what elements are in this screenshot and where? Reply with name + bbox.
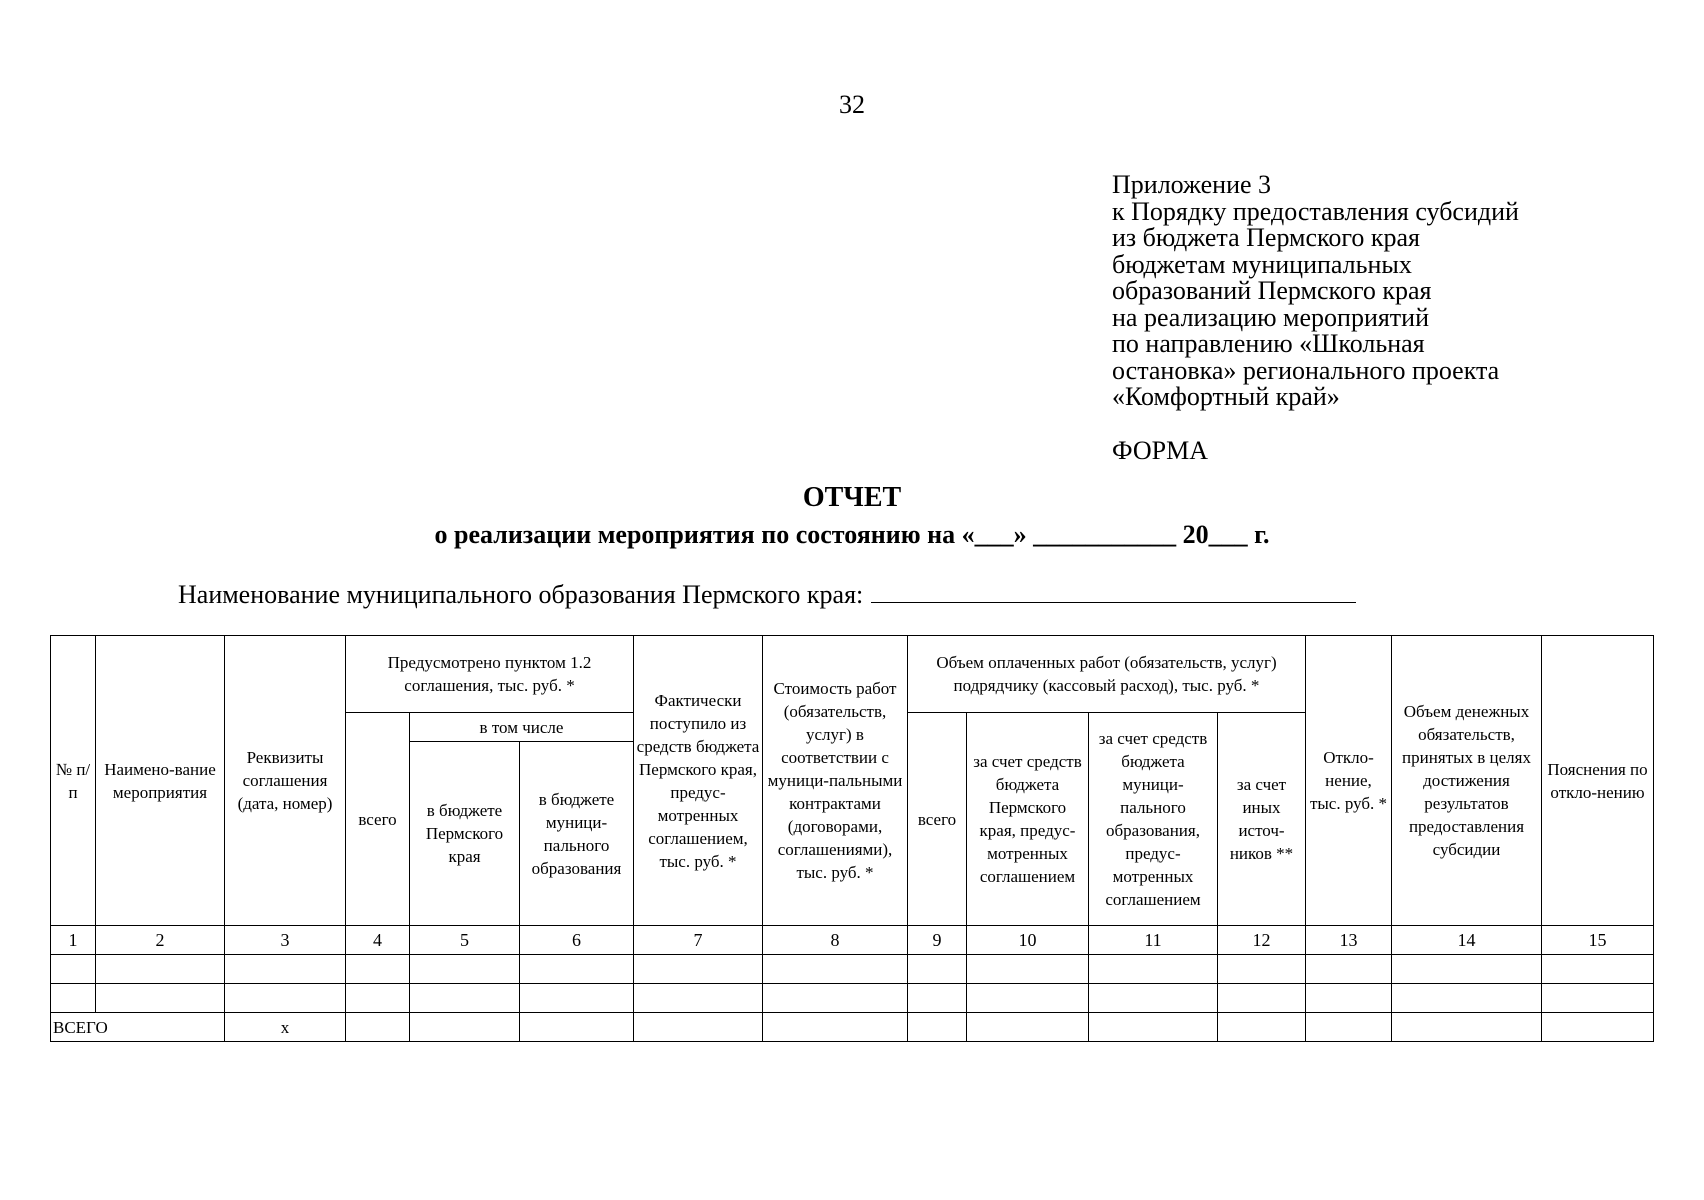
- column-number: 3: [225, 926, 346, 955]
- column-number: 6: [520, 926, 634, 955]
- report-title: ОТЧЕТ: [802, 482, 902, 513]
- page-number: 32: [839, 90, 865, 119]
- municipality-blank-line: [871, 580, 1356, 603]
- header-name: Наимено-вание мероприятия: [96, 636, 225, 926]
- header-provided-group: Предусмотрено пунктом 1.2 соглашения, тыс. руб. *: [346, 636, 634, 713]
- report-table: [50, 635, 1654, 1042]
- header-including: в том числе: [410, 713, 634, 742]
- column-number: 12: [1218, 926, 1306, 955]
- header-obligations: Объем денежных обязательств, принятых в целях достижения результатов предоставления субсидии: [1392, 636, 1542, 926]
- header-cost: Стоимость работ (обязательств, услуг) в соответствии с муници-пальными контрактами (договорами, соглашениями), тыс. руб. *: [763, 636, 908, 926]
- appendix-line: к Порядку предоставления субсидий: [1112, 196, 1519, 226]
- total-mark: х: [225, 1013, 346, 1042]
- header-explanations: Пояснения по откло-нению: [1542, 636, 1654, 926]
- column-number: 10: [967, 926, 1089, 955]
- header-mun-budget: в бюджете муници-пального образования: [520, 742, 634, 926]
- column-number: 2: [96, 926, 225, 955]
- municipality-field: [178, 580, 1356, 610]
- appendix-line: остановка» регионального проекта: [1112, 355, 1500, 385]
- column-number: 9: [908, 926, 967, 955]
- report-subtitle: о реализации мероприятия по состоянию на «___» ___________ 20___ г.: [434, 520, 1270, 549]
- column-number: 4: [346, 926, 410, 955]
- appendix-line: бюджетам муниципальных: [1112, 249, 1412, 279]
- column-number-row: [51, 926, 1654, 955]
- table-row: [51, 955, 1654, 984]
- appendix-line: Приложение 3: [1112, 170, 1272, 199]
- column-number: 14: [1392, 926, 1542, 955]
- municipality-label: Наименование муниципального образования Пермского края:: [178, 580, 864, 609]
- total-row: [51, 1013, 1654, 1042]
- total-label: ВСЕГО: [51, 1013, 225, 1042]
- header-perm-budget: в бюджете Пермского края: [410, 742, 520, 926]
- header-paid-perm: за счет средств бюджета Пермского края, предус-мотренных соглашением: [967, 713, 1089, 926]
- column-number: 7: [634, 926, 763, 955]
- form-label: ФОРМА: [1112, 436, 1208, 465]
- column-number: 1: [51, 926, 96, 955]
- header-paid-mun: за счет средств бюджета муници-пального образования, предус-мотренных соглашением: [1089, 713, 1218, 926]
- header-requisites: Реквизиты соглашения (дата, номер): [225, 636, 346, 926]
- appendix-line: по направлению «Школьная: [1112, 329, 1425, 358]
- table-row: [51, 984, 1654, 1013]
- column-number: 5: [410, 926, 520, 955]
- appendix-block: [1112, 172, 1672, 411]
- column-number: 8: [763, 926, 908, 955]
- header-deviation: Откло-нение, тыс. руб. *: [1306, 636, 1392, 926]
- column-number: 13: [1306, 926, 1392, 955]
- header-provided-total: всего: [346, 713, 410, 926]
- header-paid-group: Объем оплаченных работ (обязательств, услуг) подрядчику (кассовый расход), тыс. руб. *: [908, 636, 1306, 713]
- header-received: Фактически поступило из средств бюджета Пермского края, предус-мотренных соглашением, тыс. руб. *: [634, 636, 763, 926]
- column-number: 11: [1089, 926, 1218, 955]
- appendix-line: на реализацию мероприятий: [1112, 302, 1430, 332]
- header-paid-other: за счет иных источ-ников **: [1218, 713, 1306, 926]
- header-num: № п/п: [51, 636, 96, 926]
- appendix-line: «Комфортный край»: [1112, 382, 1340, 411]
- appendix-line: образований Пермского края: [1112, 276, 1432, 305]
- header-paid-total: всего: [908, 713, 967, 926]
- appendix-line: из бюджета Пермского края: [1112, 223, 1421, 252]
- column-number: 15: [1542, 926, 1654, 955]
